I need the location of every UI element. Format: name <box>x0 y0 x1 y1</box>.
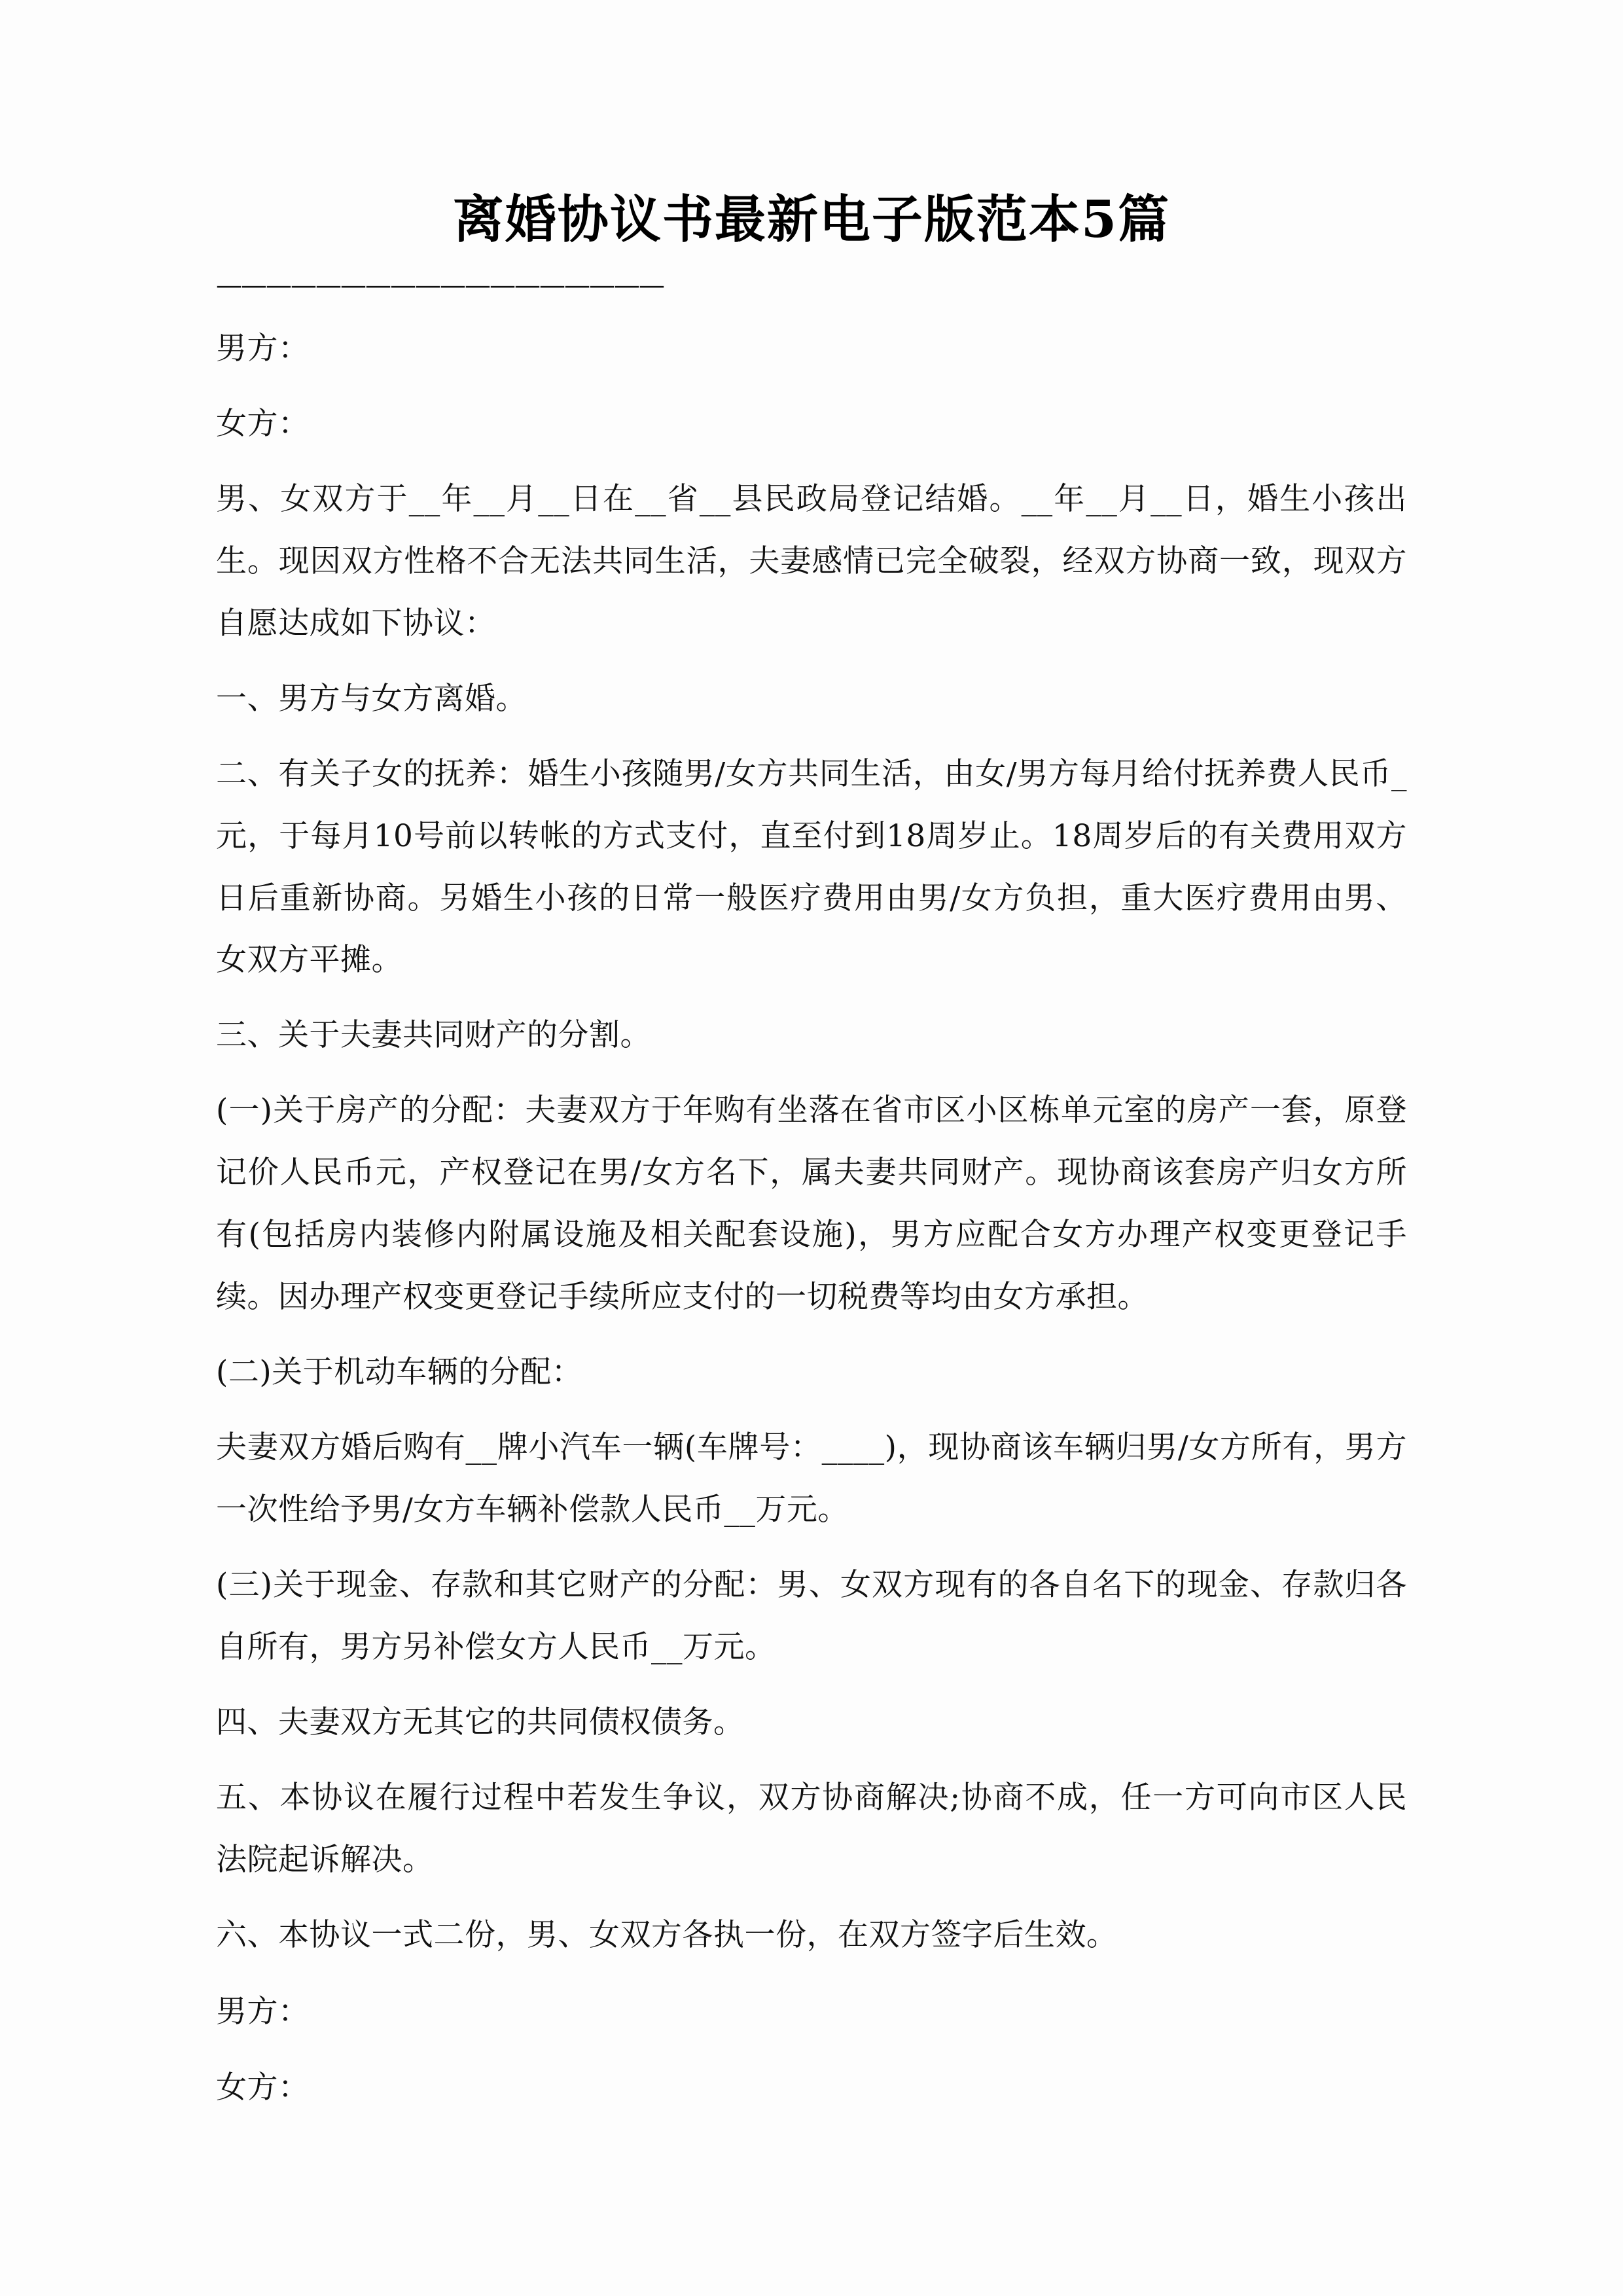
document-body <box>216 318 1407 2119</box>
clause-four-debts: 四、夫妻双方无其它的共同债权债务。 <box>216 1704 745 1740</box>
page-title: 离婚协议书最新电子版范本5篇 <box>452 190 1171 249</box>
party-label-male-top: 男方： <box>216 331 310 367</box>
signature-line-female: 女方： <box>216 2070 310 2106</box>
clause-three-property-division: 三、关于夫妻共同财产的分割。 <box>216 1017 651 1054</box>
clause-six-copies: 六、本协议一式二份，男、女双方各执一份，在双方签字后生效。 <box>216 1916 1118 1953</box>
signature-line-male: 男方： <box>216 1993 310 2030</box>
clause-three-sub-two-vehicle-heading: (二)关于机动车辆的分配： <box>216 1354 583 1391</box>
clause-three-sub-one-real-estate: (一)关于房产的分配：夫妻双方于年购有坐落在省市区小区栋单元室的房产一套，原登记价人民币元，产权登记在男/女方名下，属夫妻共同财产。现协商该套房产归女方所有(包括房内装修内附属设施及相关配套设施)，男方应配合女方办理产权变更登记手续。因办理产权变更登记手续所应支付的一切税费等均由女方承担。 <box>216 1092 1407 1316</box>
clause-two-child-support: 二、有关子女的抚养：婚生小孩随男/女方共同生活，由女/男方每月给付抚养费人民币_元，于每月10号前以转帐的方式支付，直至付到18周岁止。18周岁后的有关费用双方日后重新协商。另婚生小孩的日常一般医疗费用由男/女方负担，重大医疗费用由男、女双方平摊。 <box>216 755 1407 978</box>
clause-one-divorce: 一、男方与女方离婚。 <box>216 680 527 717</box>
clause-five-dispute-resolution: 五、本协议在履行过程中若发生争议，双方协商解决;协商不成，任一方可向市区人民法院起诉解决。 <box>216 1779 1407 1878</box>
title-separator-rule: —————————————————— <box>216 272 664 299</box>
paragraph-preamble: 男、女双方于__年__月__日在__省__县民政局登记结婚。__年__月__日，婚生小孩出生。现因双方性格不合无法共同生活，夫妻感情已完全破裂，经双方协商一致，现双方自愿达成如下协议： <box>216 480 1407 641</box>
clause-three-sub-three-cash-deposits: (三)关于现金、存款和其它财产的分配：男、女双方现有的各自名下的现金、存款归各自所有，男方另补偿女方人民币__万元。 <box>216 1566 1407 1665</box>
party-label-female-top: 女方： <box>216 405 310 442</box>
clause-three-sub-two-vehicle-body: 夫妻双方婚后购有__牌小汽车一辆(车牌号：____)，现协商该车辆归男/女方所有，男方一次性给予男/女方车辆补偿款人民币__万元。 <box>216 1429 1407 1528</box>
